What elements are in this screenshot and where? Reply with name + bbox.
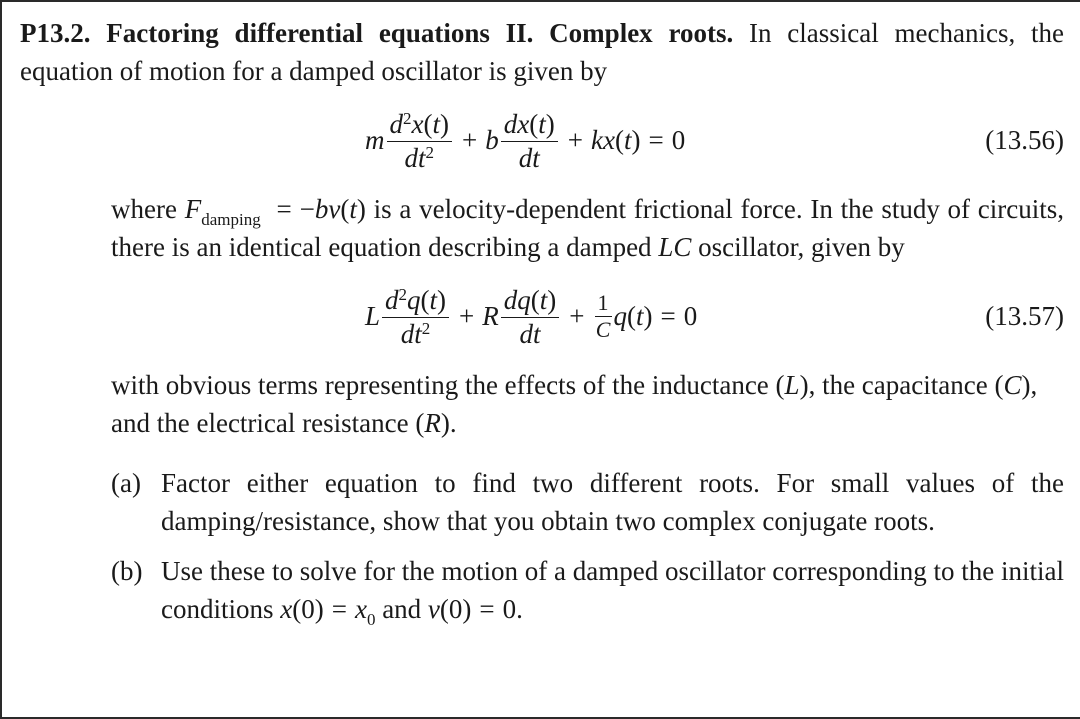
- part-a-label: (a): [111, 468, 141, 498]
- problem-intro: [20, 14, 1064, 90]
- equation-13-57: [20, 266, 1064, 366]
- part-b-label: (b): [111, 556, 143, 586]
- problem-block: [20, 14, 1064, 628]
- equation-13-56: [20, 90, 1064, 190]
- part-b: (b) Use these to solve for the motion of a damped oscillator corresponding to the initial conditions $x(0) = x_0$ and v(0) = 0.: [20, 552, 1064, 628]
- part-b-text: Use these to solve for the motion of a damped oscillator corresponding to the initial conditions: [161, 556, 1064, 624]
- lc-oscillator-equation: L $\frac{d^2q(t)}{dt^2}$ + R $\frac{dq(t)}{dt}$ + $\frac{1}{C}$ q ( t ) = 0: [365, 284, 698, 349]
- problem-number: P13.2.: [20, 18, 91, 48]
- text-given-by: oscillator, given by: [698, 232, 905, 262]
- equation-number-13-56: (13.56): [985, 125, 1064, 155]
- part-b-and: and: [382, 594, 422, 624]
- text-resistance: ), and the electrical resistance (: [111, 370, 1038, 438]
- equation-number-13-57: (13.57): [985, 301, 1064, 331]
- text-inductance: with obvious terms representing the effects of the inductance (: [111, 370, 785, 400]
- text-capacitance: ), the capacitance (: [799, 370, 1004, 400]
- problem-title: Factoring differential equations II. Complex roots.: [106, 18, 734, 48]
- text-end: ).: [440, 408, 457, 438]
- part-a: [20, 464, 1064, 540]
- intro-text: In classical mechanics, the equation of motion for a damped oscillator is given by: [20, 18, 1065, 86]
- damped-oscillator-equation: m $\frac{d^2x(t)}{dt^2}$ + b $\frac{dx(t)}{dt}$ + kx ( t ) = 0: [365, 108, 686, 173]
- text-where: where: [111, 194, 177, 224]
- damping-subscript: damping: [201, 210, 261, 229]
- part-a-text: Factor either equation to find two different roots. For small values of the damping/resistance, show that you obtain two complex conjugate roots.: [161, 468, 1064, 536]
- text-lc: LC: [658, 232, 692, 262]
- paragraph-circuit-terms: with obvious terms representing the effects of the inductance (L), the capacitance (C), and the electrical resistance (R).: [111, 370, 1038, 438]
- text-frictional-force: is a velocity-dependent frictional force. In the study of circuits, there is an identical equation describing a damped: [111, 194, 1065, 262]
- paragraph-damping: where $F_{damping} = -bv(t)$ is a velocity-dependent frictional force. In the study of circuits, there is an identical equation describing a damped LC oscillator, given by: [111, 194, 1065, 262]
